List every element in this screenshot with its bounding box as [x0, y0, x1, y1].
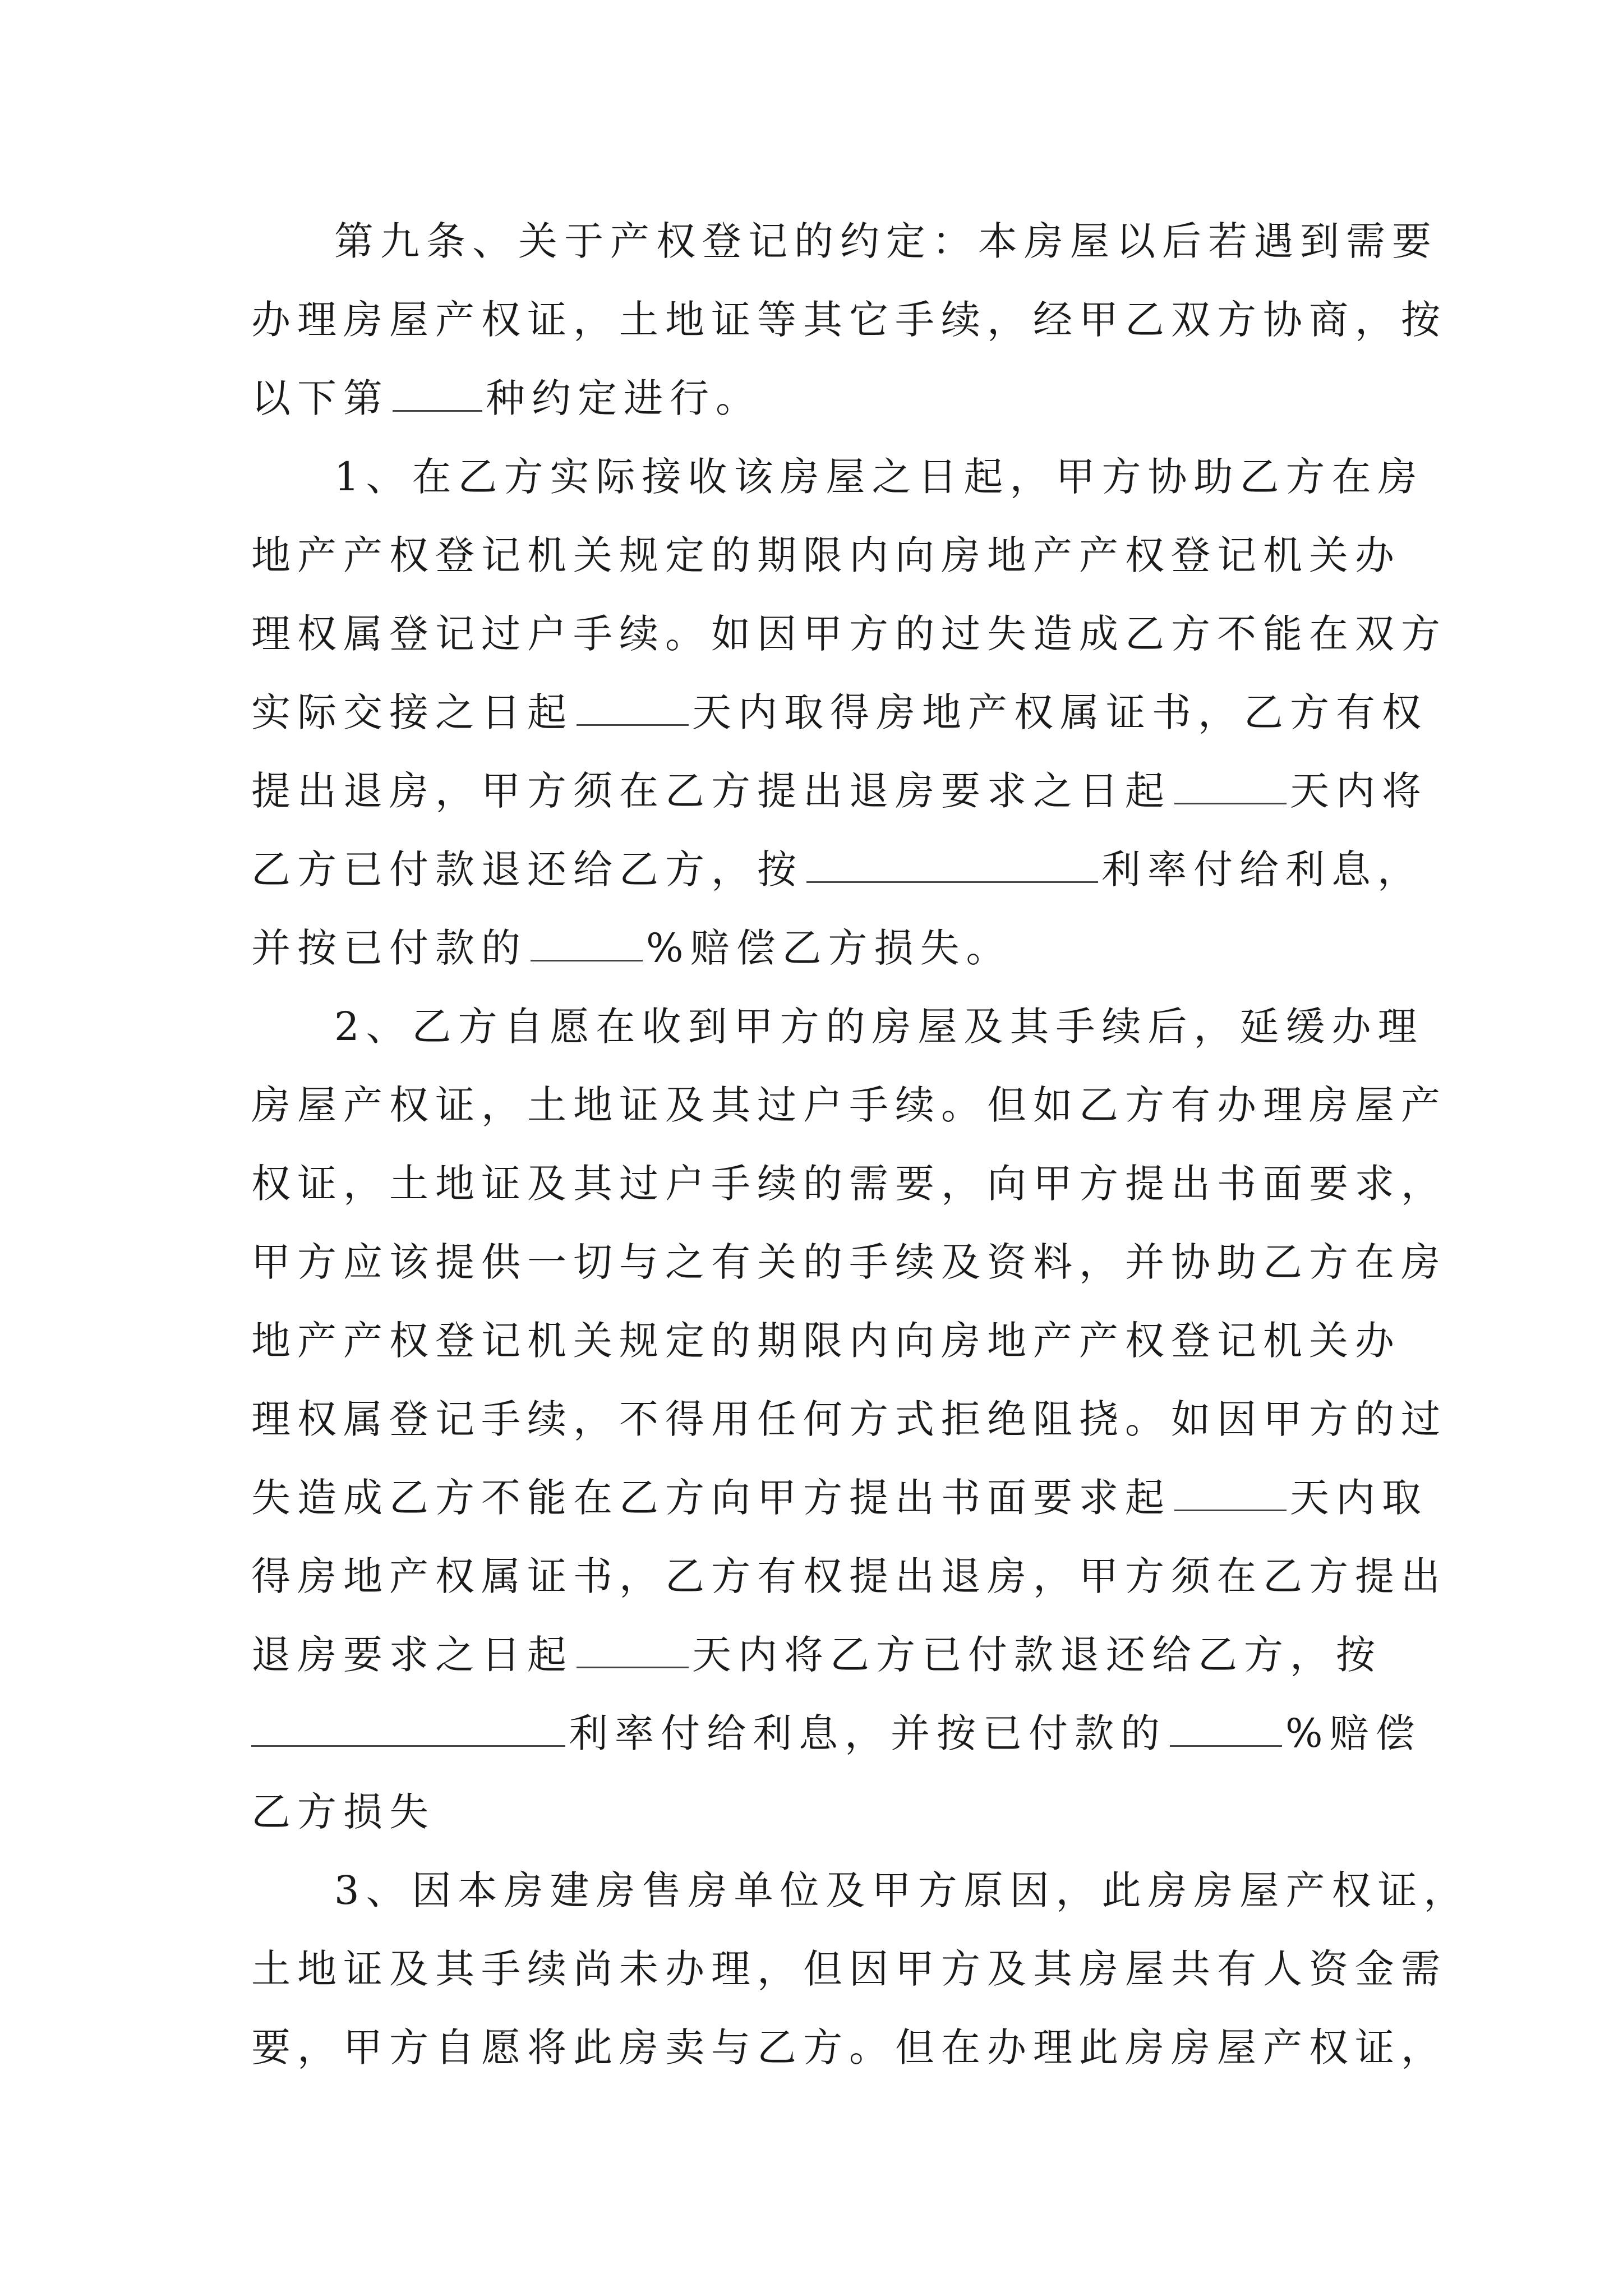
blank-field[interactable] [577, 1622, 689, 1668]
clause-3-line-1: 3、因本房建房售房单位及甲方原因，此房房屋产权证， [334, 1867, 1470, 1913]
blank-field[interactable] [251, 1700, 565, 1747]
clause-1-line-4: 实际交接之日起 天内取得房地产权属证书，乙方有权 [251, 673, 1395, 752]
clause-2-line-1: 2、乙方自愿在收到甲方的房屋及其手续后，延缓办理 [334, 1004, 1424, 1050]
clause-2-line-7: 失造成乙方不能在乙方向甲方提出书面要求起 天内取 [251, 1458, 1395, 1537]
clause-1-line-1: 1、在乙方实际接收该房屋之日起，甲方协助乙方在房 [334, 454, 1424, 500]
clause-3-line-3: 要，甲方自愿将此房卖与乙方。但在办理此房房屋产权证， [251, 2024, 1447, 2070]
document-page [251, 202, 1470, 2087]
blank-field[interactable] [1170, 1700, 1282, 1747]
clause-2-line-8: 得房地产权属证书，乙方有权提出退房，甲方须在乙方提出 [251, 1553, 1447, 1599]
clause-2-line-3: 权证，土地证及其过户手续的需要，向甲方提出书面要求， [251, 1161, 1447, 1207]
clause-2-line-4: 甲方应该提供一切与之有关的手续及资料，并协助乙方在房 [251, 1239, 1447, 1285]
clause-2-line-9: 退房要求之日起 天内将乙方已付款退还给乙方，按 [251, 1616, 1395, 1694]
clause-1-line-2: 地产产权登记机关规定的期限内向房地产产权登记机关办 [251, 532, 1401, 578]
article-9-line-2: 办理房屋产权证，土地证等其它手续，经甲乙双方协商，按 [251, 297, 1447, 343]
blank-field[interactable] [806, 836, 1098, 883]
clause-1-line-7: 并按已付款的 %赔偿乙方损失。 [251, 909, 1395, 987]
clause-1-line-5: 提出退房，甲方须在乙方提出退房要求之日起 天内将 [251, 752, 1395, 830]
blank-field[interactable] [577, 679, 689, 726]
clause-2-line-6: 理权属登记手续，不得用任何方式拒绝阻挠。如因甲方的过 [251, 1396, 1447, 1442]
article-9-line-3: 以下第 种约定进行。 [251, 359, 1395, 438]
clause-2-line-5: 地产产权登记机关规定的期限内向房地产产权登记机关办 [251, 1318, 1401, 1364]
clause-2-line-11: 乙方损失 [251, 1789, 435, 1835]
clause-1-line-6: 乙方已付款退还给乙方，按 利率付给利息， [251, 830, 1395, 909]
clause-2-line-10: 利率付给利息，并按已付款的 %赔偿 [251, 1694, 1395, 1773]
blank-field[interactable] [1174, 1465, 1287, 1511]
clause-2-line-2: 房屋产权证，土地证及其过户手续。但如乙方有办理房屋产 [251, 1082, 1447, 1128]
blank-field[interactable] [393, 365, 482, 412]
clause-3-line-2: 土地证及其手续尚未办理，但因甲方及其房屋共有人资金需 [251, 1946, 1447, 1992]
blank-field[interactable] [531, 915, 643, 961]
blank-field[interactable] [1174, 758, 1287, 804]
clause-1-line-3: 理权属登记过户手续。如因甲方的过失造成乙方不能在双方 [251, 611, 1447, 657]
article-9-line-1: 第九条、关于产权登记的约定：本房屋以后若遇到需要 [334, 218, 1438, 264]
